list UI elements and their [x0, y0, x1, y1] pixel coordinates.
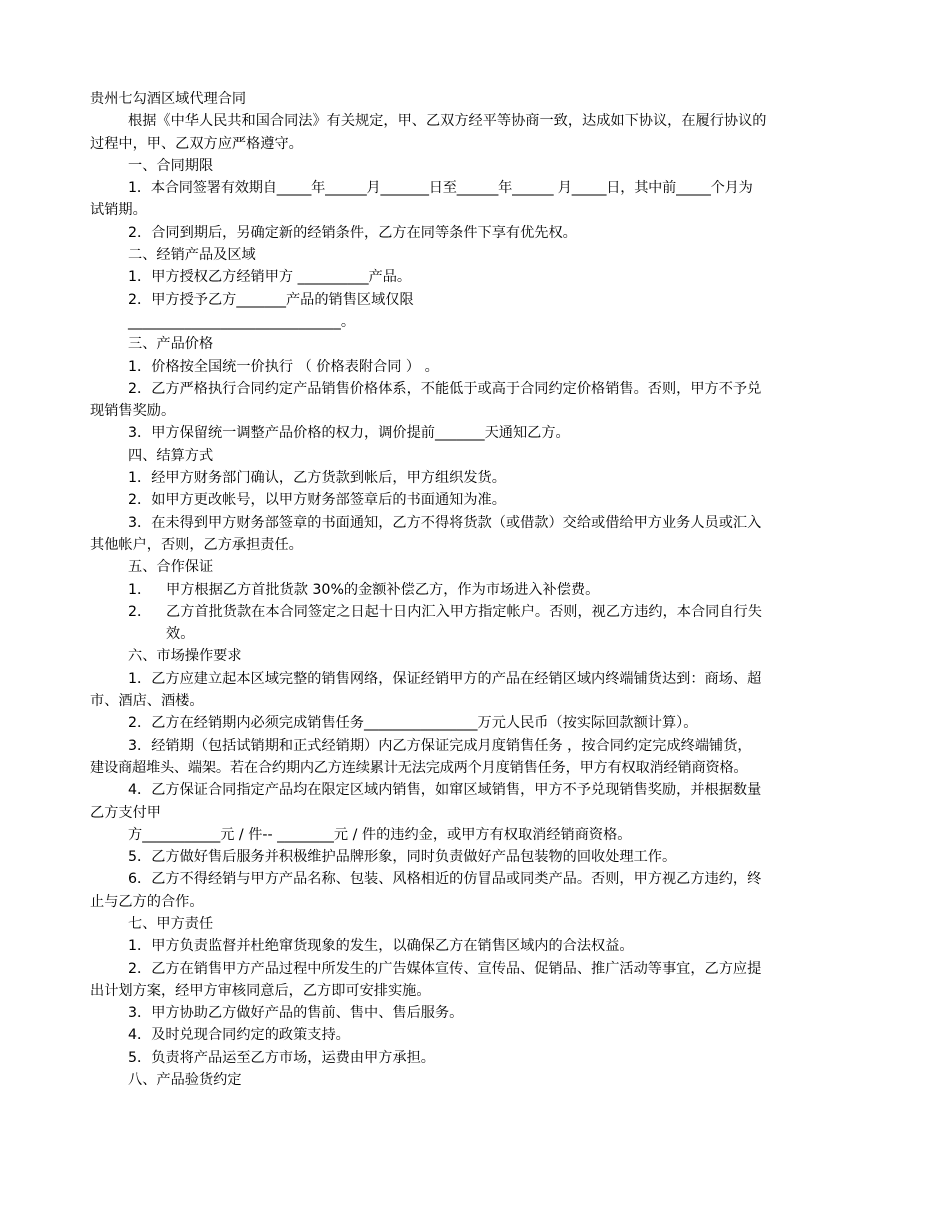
document-title: 贵州七勾酒区域代理合同 [90, 91, 247, 107]
clause-7-5: 5．负责将产品运至乙方市场，运费由甲方承担。 [128, 1049, 435, 1066]
clause-3-2-line-1: 2．乙方严格执行合同约定产品销售价格体系，不能低于或高于合同约定价格销售。否则，甲方不予兑 [128, 380, 762, 397]
clause-4-3-line-2: 其他帐户，否则，乙方承担责任。 [90, 536, 303, 553]
clause-6-6-line-1: 6．乙方不得经销与甲方产品名称、包装、风格相近的仿冒品或同类产品。否则，甲方视乙方违约，终 [128, 871, 762, 888]
clause-1-2: 2．合同到期后，另确定新的经销条件，乙方在同等条件下享有优先权。 [128, 224, 577, 241]
clause-5-2-number: 2． [128, 603, 152, 620]
clause-6-4-line-3: 方___________元 / 件-- ________元 / 件的违约金，或甲方有权取消经销商资格。 [128, 826, 632, 843]
section-8-heading: 八、产品验货约定 [128, 1072, 242, 1089]
clause-1-1-line-2: 试销期。 [90, 202, 147, 219]
section-5-heading: 五、合作保证 [128, 559, 214, 576]
clause-7-1: 1．甲方负责监督并杜绝窜货现象的发生，以确保乙方在销售区域内的合法权益。 [128, 938, 634, 955]
clause-2-2-line-2: ______________________________。 [128, 313, 356, 330]
clause-7-4: 4．及时兑现合同约定的政策支持。 [128, 1027, 350, 1044]
intro-line-2: 过程中，甲、乙双方应严格遵守。 [90, 135, 303, 152]
clause-2-2-line-1: 2．甲方授予乙方_______产品的销售区域仅限 [128, 291, 414, 308]
clause-4-3-line-1: 3．在未得到甲方财务部签章的书面通知，乙方不得将货款（或借款）交给或借给甲方业务人员或汇入 [128, 514, 762, 531]
clause-3-1: 1．价格按全国统一价执行 （ 价格表附合同 ） 。 [128, 358, 439, 375]
clause-5-2-line-1 [90, 601, 862, 623]
clause-5-2-text: 乙方首批货款在本合同签定之日起十日内汇入甲方指定帐户。否则，视乙方违约，本合同自行失 [166, 603, 762, 620]
clause-5-2-line-2: 效。 [166, 626, 195, 643]
contract-text [90, 88, 862, 1091]
clause-7-3: 3．甲方协助乙方做好产品的售前、售中、售后服务。 [128, 1005, 464, 1022]
clause-7-2-line-1: 2．乙方在销售甲方产品过程中所发生的广告媒体宣传、宣传品、促销品、推广活动等事宜，乙方应提 [128, 960, 762, 977]
clause-5-1-number: 1． [128, 581, 152, 598]
clause-3-2-line-2: 现销售奖励。 [90, 403, 176, 420]
clause-6-3-line-1: 3．经销期（包括试销期和正式经销期）内乙方保证完成月度销售任务 ，按合同约定完成终端铺货， [128, 737, 752, 754]
clause-6-1-line-2: 市、酒店、酒楼。 [90, 693, 204, 710]
clause-6-2: 2．乙方在经销期内必须完成销售任务________________万元人民币（按实际回款额计算）。 [128, 715, 698, 732]
clause-6-3-line-2: 建设商超堆头、端架。若在合约期内乙方连续累计无法完成两个月度销售任务，甲方有权取消经销商资格。 [90, 759, 748, 776]
clause-6-5: 5．乙方做好售后服务并积极维护品牌形象，同时负责做好产品包装物的回收处理工作。 [128, 849, 677, 866]
clause-6-4-line-2: 乙方支付甲 [90, 804, 161, 821]
clause-5-1 [90, 579, 862, 601]
section-7-heading: 七、甲方责任 [128, 915, 214, 932]
section-2-heading: 二、经销产品及区域 [128, 247, 256, 264]
clause-7-2-line-2: 出计划方案，经甲方审核同意后，乙方即可安排实施。 [90, 982, 431, 999]
clause-4-1: 1．经甲方财务部门确认，乙方货款到帐后，甲方组织发货。 [128, 470, 506, 487]
clause-6-6-line-2: 止与乙方的合作。 [90, 893, 204, 910]
section-4-heading: 四、结算方式 [128, 447, 214, 464]
clause-1-1-line-1: 1．本合同签署有效期自_____年______月_______日至______年______ 月_____日，其中前_____个月为 [128, 180, 753, 197]
intro-line-1: 根据《中华人民共和国合同法》有关规定，甲、乙双方经平等协商一致，达成如下协议，在履行协议的 [128, 113, 767, 130]
section-6-heading: 六、市场操作要求 [128, 648, 242, 665]
clause-4-2: 2．如甲方更改帐号，以甲方财务部签章后的书面通知为准。 [128, 492, 506, 509]
clause-6-4-line-1: 4．乙方保证合同指定产品均在限定区域内销售，如窜区域销售，甲方不予兑现销售奖励，并根据数量 [128, 782, 762, 799]
clause-2-1: 1．甲方授权乙方经销甲方 __________产品。 [128, 269, 412, 286]
clause-3-3: 3．甲方保留统一调整产品价格的权力，调价提前_______天通知乙方。 [128, 425, 570, 442]
clause-5-1-text: 甲方根据乙方首批货款 30%的金额补偿乙方，作为市场进入补偿费。 [166, 581, 600, 598]
section-1-heading: 一、合同期限 [128, 157, 214, 174]
section-3-heading: 三、产品价格 [128, 336, 214, 353]
clause-6-1-line-1: 1．乙方应建立起本区域完整的销售网络，保证经销甲方的产品在经销区域内终端铺货达到：商场、超 [128, 670, 762, 687]
